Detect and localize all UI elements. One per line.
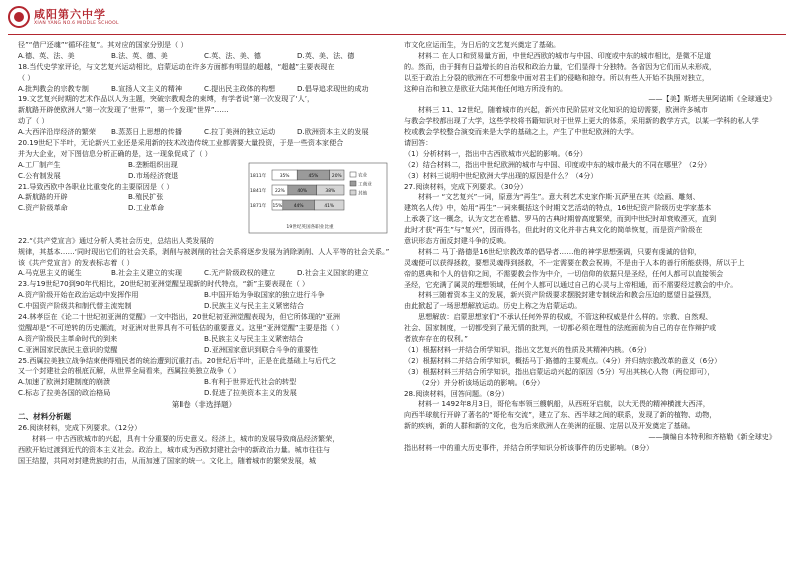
- right-column: [404, 40, 776, 556]
- q17-options: [18, 51, 390, 62]
- option: A.新航路的开辟: [18, 192, 68, 202]
- q22-stem: 规律，其基本……‘同时现出它们的社会关系，剥削与被剥削的社会关系将逐步发展为消除剥削、人人平等的社会关系。”: [18, 246, 390, 256]
- option: B.法、英、德、美: [111, 50, 168, 60]
- option: B.蒸蒸日上思想的传播: [111, 127, 182, 137]
- option: A.资产阶级开始在政治运动中发挥作用: [18, 290, 139, 300]
- option: C.标志了拉美各国的政治格局: [18, 388, 111, 398]
- material-text: 与教会学校都出现了大学，这些学校将书籍知识对于世界上更大的体系，采用新的教学方式，以某一学科的私人学: [404, 116, 759, 126]
- material-text: 建筑名人传》中，始用“再生”一词来概括这个时期文艺活动的特点，16世纪资产阶级历史学家基本: [404, 203, 712, 213]
- q27-stem: 27.阅读材料，完成下列要求。（30分）: [404, 181, 528, 191]
- option: B.有利于世界近代社会的转型: [204, 377, 297, 387]
- material-text: 市文化应运而生，为日后的文艺复兴奠定了基础。: [404, 40, 561, 49]
- option: C.公有制发展: [18, 170, 61, 180]
- material-text: 上承袭了这一概念，认为文艺在希腊、罗马的古典时期曾高度繁荣，而到中世纪时却衰败湮灭，直到: [404, 214, 717, 224]
- material-text: 新的疾病，新的人群和新的文化，也为后来欧洲人在美洲的征服、定居以及开发奠定了基础。: [404, 421, 695, 431]
- material-text: 材料一 “文艺复兴”一词，原意为“再生”。意大利艺术史家作斯·瓦萨里在其《绘画、雕刻、: [418, 192, 700, 202]
- option: C.无产阶级政权的建立: [204, 268, 276, 278]
- q17-stem: 径”“借尸还魂”“循环往复”。其对应的国家分别是（ ）: [18, 40, 188, 49]
- q20-stem: 20.19世纪下半叶，无论新兴工业还是采用新的技术改造传统工业都需要大量投资，于是一些资本家便合: [18, 138, 344, 148]
- option: D.促进了拉美资本主义的发展: [204, 388, 297, 398]
- q23-stem: 23.与19世纪70到90年代相比，20世纪初亚洲觉醒呈现新的时代特点，“新”主要表现在（ ）: [18, 279, 310, 289]
- legend-entry: 农业: [358, 173, 368, 179]
- option: D.社会主义国家的建立: [297, 268, 369, 278]
- option: B.民族主义与民主主义紧密结合: [204, 333, 304, 343]
- material-text: 灵魂便可以获得拯救，要想灵魂得到拯救，不一定需要在教会祝祷，不是由于人本的善行所能获得，所以于上: [404, 257, 745, 267]
- option: B.宣扬人文主义的精神: [111, 83, 182, 93]
- option: A.批判教会的宗教专制: [18, 83, 89, 93]
- option: C.中国资产阶级共和制代替主流宪制: [18, 301, 132, 311]
- material-text: 材料一 中古西欧城市的兴起，具有十分重要的历史意义。经济上，城市的发展导致商品经济繁荣，: [32, 434, 340, 444]
- occupation-ratio-chart: [248, 162, 388, 234]
- q26-stem: 26.阅读材料，完成下列要求。（12分）: [18, 423, 142, 433]
- q25-options: [18, 377, 390, 388]
- material-text: 以至于政治上分裂的欧洲在不可想象中面对君主们的侵略和掠夺。所以有些人开始不执照对独立，: [404, 72, 710, 82]
- sub-question: （2）根据材料二并结合所学知识，概括马丁·路德的主要观点。（4分）并归纳宗教改革的意义（6分）: [404, 355, 722, 365]
- page-header: [0, 0, 794, 36]
- material-text: 圣经，它充满了属灵的理想领域，任何个人都可以通过自己的心灵与上帝相通，而不需要经过教会的中介。: [404, 279, 738, 289]
- material-text: 帝的恩典和个人的信仰之间，不需要教会作为中介，一切信仰的依据只是圣经，任何人都可以直接领会: [404, 268, 724, 278]
- school-subtitle: XIAN YANG NO.6 MIDDLE SCHOOL: [34, 21, 119, 26]
- material-text: 这种自治和独立是欧亚大陆其他任何地方所没有的。: [404, 83, 568, 93]
- question-prompt: 指出材料一中的重大历史事件，并结合所学知识分析该事件的历史影响。（8分）: [404, 442, 654, 452]
- q25-stem: 又一个封建社会的根底瓦解，从世界全局看来，西属拉美独立战争（ ）: [18, 366, 241, 376]
- material-text: 校或教会学校整合演变而来是大学的基础之上，产生了中世纪欧洲的大学。: [404, 127, 639, 137]
- option: A.德、英、法、美: [18, 50, 75, 60]
- tick-label: 1871年: [250, 203, 267, 209]
- q24-options: [18, 334, 390, 345]
- option: D.英、美、法、德: [297, 50, 355, 60]
- option: B.中国开始为争取国家的独立进行斗争: [204, 290, 325, 300]
- material-text: 思想解放：启蒙思想家们“不承认任何外界的权威，不管这种权威是什么样的。宗教、自然观、: [418, 312, 713, 322]
- school-logo-icon: [8, 6, 30, 28]
- material-text: 材料二 在人口和贸易量方面，中世纪西欧的城市与中国、印度或中东的城市相比，是微不足道: [418, 50, 712, 60]
- chart-caption: 19世纪英国各职业比重: [286, 224, 334, 230]
- material-text: 由此掀起了一场思想解放运动。历史上称之为启蒙运动。: [404, 301, 582, 311]
- q23-options: [18, 290, 390, 301]
- q24-stem: 24.林孝臣在《论二十世纪初亚洲的觉醒》一文中指出，20世纪初亚洲觉醒表现为，但它所体现的“亚洲: [18, 312, 340, 322]
- q19-options: [18, 127, 390, 138]
- material-text: 材料二 马丁·路德是16世纪宗教改革的倡导者……他的神学思想强调，只要有虔诚的信仰，: [418, 246, 702, 256]
- q22-stem: 22.“《共产党宣言》通过分析人类社会历史，总结出人类发展的: [18, 235, 214, 245]
- data-label: 20%: [331, 173, 342, 179]
- sub-question: （3）材料三说明中世纪欧洲大学出现的原因是什么？（4分）: [404, 170, 598, 180]
- legend-swatch: [350, 190, 356, 195]
- q21-stem: 21.导致西欧中各职业比重变化的主要原因是（ ）: [18, 181, 174, 191]
- q18-stem: （ ）: [18, 72, 35, 82]
- tick-label: 1811年: [250, 173, 267, 179]
- sub-question: （2分）并分析该场运动的影响。（6分）: [418, 377, 545, 387]
- material-text: 的。然而，由于拥有日益增长的自治权和政治力量，它们显得十分独特。各省因为它们而从未形成，: [404, 61, 717, 71]
- q18-stem: 18.当代史学家评论，与文艺复兴运动相比，启蒙运动在许多方面都有明显的超越，“超越”主要表现在: [18, 61, 335, 71]
- material-text: 向西半球航行开辟了著名的“哥伦布交流”，建立了东、西半球之间的联系，发现了新的植物、动物，: [404, 410, 717, 420]
- legend-entry: 工商业: [358, 182, 372, 188]
- data-label: 44%: [293, 203, 304, 209]
- q22-stem: 该《共产党宣言》的发表标志着（ ）: [18, 257, 134, 267]
- option: A.资产阶级民主革命时代的到来: [18, 333, 118, 343]
- q18-options: [18, 84, 390, 95]
- material-text: 意识形态方面反封建斗争的反映。: [404, 236, 511, 246]
- q20-stem: 并为大企业，对下图信息分析正确的是，这一现象促成了（ ）: [18, 148, 212, 158]
- option: D.工业革命: [128, 203, 165, 213]
- option: D.亚洲国家意识到联合斗争的重要性: [204, 344, 319, 354]
- sub-question: （1）根据材料一并结合所学知识，指出文艺复兴的性质及其精神内核。（6分）: [404, 344, 651, 354]
- option: C.亚洲国家民族民主意识的觉醒: [18, 344, 118, 354]
- tick-label: 1841年: [250, 188, 267, 194]
- left-column: [18, 40, 390, 556]
- sub-question: （1）分析材料一，指出中古西欧城市兴起的影响。（6分）: [404, 148, 587, 158]
- q24-stem: 觉醒却是“不可逆转的历史潮流，对亚洲对世界具有不可低估的重要意义。这里“亚洲觉醒”主要是指（ ）: [18, 322, 344, 332]
- option: D.欧洲资本主义的发展: [297, 127, 369, 137]
- option: D.倡导追求现世的成功: [297, 83, 369, 93]
- q25-options: [18, 388, 390, 399]
- q23-options: [18, 301, 390, 312]
- legend-entry: 其他: [358, 191, 368, 197]
- data-label: 41%: [324, 203, 335, 209]
- option: A.工厂制产生: [18, 159, 61, 169]
- section-title: 二、材料分析题: [18, 412, 72, 422]
- material-source: ——摘编自本特利和齐格勒《新全球史》: [648, 432, 776, 442]
- option: C.提出民主政体的构想: [204, 83, 276, 93]
- data-label: 15%: [272, 203, 283, 209]
- material-text: 社会、国家制度，一切都受到了最无情的批判，一切都必须在理性的法庭面前为自己的存在作辩护或: [404, 323, 717, 333]
- data-label: 38%: [325, 188, 336, 194]
- q24-options: [18, 345, 390, 356]
- option: D.民族主义与民主主义紧密结合: [204, 301, 304, 311]
- q19-stem: 动了（ ）: [18, 116, 49, 126]
- data-label: 45%: [308, 173, 319, 179]
- material-source: ——【美】斯塔夫里阿诺斯《全球通史》: [648, 94, 776, 104]
- sub-question: （3）根据材料三并结合所学知识，指出启蒙运动兴起的原因（5分）写出其核心人物（两位即可），: [404, 366, 715, 376]
- data-label: 35%: [279, 173, 290, 179]
- material-text: 材料一 1492年8月3日，哥伦布率领三艘帆船，从西班牙启航，以大无畏的精神横渡大西洋，: [418, 399, 710, 409]
- q19-stem: 19.文艺复兴时期的艺术作品以人为主题，突破宗教观念的束缚，有学者说“第一次发现了‘人’，: [18, 94, 315, 104]
- option: A.加速了欧洲封建制度的崩溃: [18, 377, 111, 387]
- sub-question: （2）结合材料二，指出中世纪欧洲的城市与中国、印度或中东的城市最大的不同在哪里？（2分）: [404, 159, 711, 169]
- q25-stem: 25.西属拉美独立战争结束使得殖民者的统治遭到沉重打击。20世纪后半叶，正是在此基础上与后代之: [18, 355, 337, 365]
- material-text: 西欧开始过渡到近代的资本主义社会。政治上，城市成为西欧封建社会中的新政治力量。城市往往与: [18, 444, 331, 454]
- q20-options: [18, 160, 238, 214]
- material-text: 此时才获“再生”与“复兴”，因而得名，但此时的文化并非古典文化的简单恢复，而是资产阶级在: [404, 225, 703, 235]
- option: C.英、法、美、德: [204, 50, 261, 60]
- legend-swatch: [350, 172, 356, 177]
- q19-stem: 新航路开辟使欧洲人“第一次发现了‘世界’”，第一个发现“世界”……: [18, 105, 229, 115]
- material-text: 材料三随着资本主义的发展，新兴资产阶级要求摆脱封建专制统治和教会压迫的愿望日益强烈，: [418, 290, 716, 300]
- option: C.拉丁美洲的独立运动: [204, 127, 276, 137]
- option: A.大西洋沿岸经济的繁荣: [18, 127, 96, 137]
- q28-stem: 28.阅读材料，回答问题。（8分）: [404, 388, 509, 398]
- data-label: 40%: [297, 188, 308, 194]
- material-text: 材料三 11、12世纪，随着城市的兴起，新兴市民阶层对文化知识的迫切需要，欧洲许多城市: [418, 105, 708, 115]
- legend-swatch: [350, 181, 356, 186]
- option: B.垄断组织出现: [128, 159, 178, 169]
- option: B.殖民扩张: [128, 192, 164, 202]
- part-two-title: 第Ⅱ卷（非选择题）: [171, 400, 237, 410]
- data-label: 22%: [275, 188, 285, 194]
- material-text: 国王结盟，共同对封建贵族的打击，从而加速了国家的统一。文化上，随着城市的繁荣发展，城: [18, 455, 316, 465]
- option: C.资产阶级革命: [18, 203, 68, 213]
- q22-options: [18, 268, 390, 279]
- material-text: 者放弃存在的权利。”: [404, 334, 468, 344]
- header-divider: [8, 34, 786, 35]
- q20-block: [18, 160, 390, 236]
- question-prompt: 请回答：: [404, 138, 433, 148]
- option: A.马克思主义的诞生: [18, 268, 82, 278]
- option: D.市场经济衰退: [128, 170, 179, 180]
- school-name: 咸阳第六中学: [34, 8, 106, 21]
- option: B.社会主义建立的实现: [111, 268, 182, 278]
